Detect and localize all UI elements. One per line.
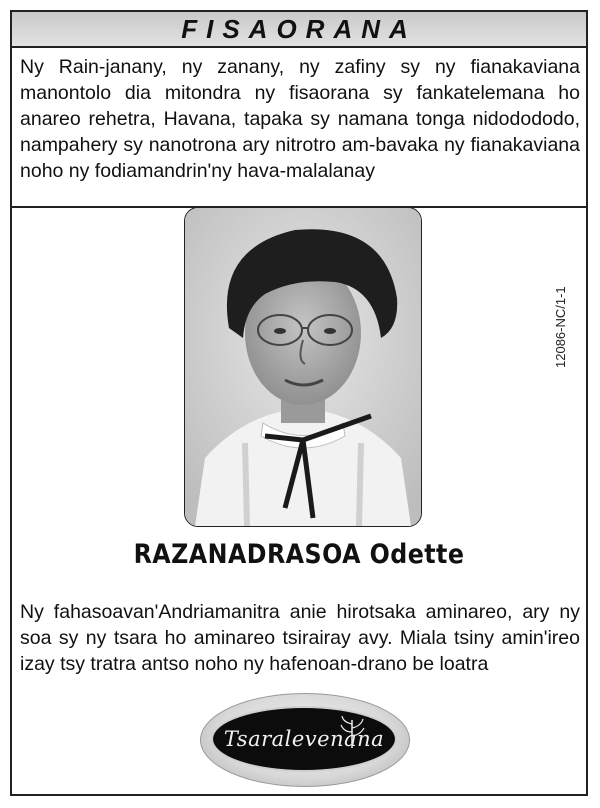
logo-badge [211, 706, 397, 772]
sponsor-logo [200, 693, 410, 787]
notice-title: FISAORANA [181, 13, 417, 44]
thanks-paragraph: Ny Rain-janany, ny zanany, ny zafiny sy ny fianakaviana manontolo dia mitondra ny fisaorana sy fankatelemana ho anareo rehetra, Havana, tapaka sy namana tonga nidodododo, nampahery sy nanotrona ary nitrotro am-bavaka ny fianakaviana noho ny fodiamandrin'ny hava-malalanay [20, 56, 580, 182]
reference-code: 12086-NC/1-1 [553, 286, 568, 368]
notice-header [12, 12, 586, 48]
portrait-photo [184, 207, 422, 527]
deceased-name: RAZANADRASOA Odette [133, 539, 465, 570]
closing-paragraph: Ny fahasoavan'Andriamanitra anie hirotsaka aminareo, ary ny soa sy ny tsara ho aminareo tsirairay avy. Miala tsiny amin'ireo izay tsy tratra antso noho ny hafenoan-drano be loatra [20, 601, 580, 675]
portrait-image [185, 208, 421, 526]
notice-frame [10, 10, 588, 796]
leaf-sprig-icon [339, 714, 365, 748]
logo-text: Tsaralevenana [223, 727, 385, 751]
